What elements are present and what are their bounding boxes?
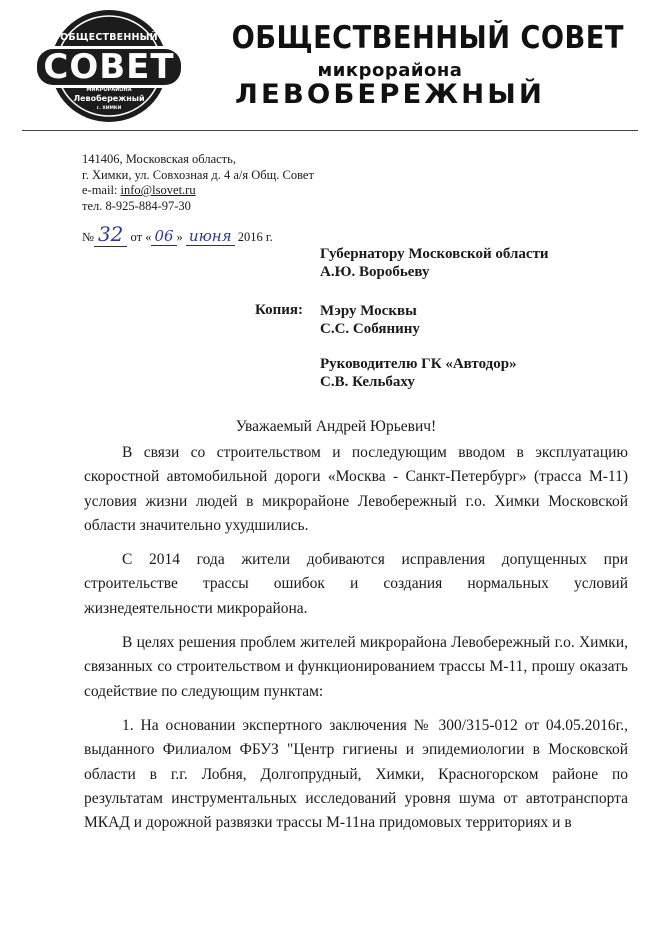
email-label: e-mail: [82, 183, 121, 197]
paragraph: В целях решения проблем жителей микрорайона Левобережный г.о. Химки, связанных со строительством и функционированием трассы М-11, прошу оказать содействие по следующим пунктам: [84, 634, 628, 700]
paragraph: С 2014 года жители добиваются исправления допущенных при строительстве трассы ошибок и создания нормальных условий жизнедеятельности микрорайона. [84, 551, 628, 617]
addressee-copy-2 [320, 355, 517, 391]
addressee-copy-1-name: С.С. Собянину [320, 321, 420, 337]
addressee-copy-2-name: С.В. Кельбаху [320, 374, 415, 390]
addressee-copy-2-title: Руководителю ГК «Автодор» [320, 356, 517, 372]
sender-address-block [82, 152, 314, 214]
handwritten-day: 06 [151, 227, 176, 246]
addressee-primary [320, 245, 549, 281]
header-divider [22, 130, 638, 131]
address-line-2: г. Химки, ул. Совхозная д. 4 а/я Общ. Совет [82, 167, 314, 182]
addressee-primary-name: А.Ю. Воробьеву [320, 264, 430, 280]
address-line-1: 141406, Московская область, [82, 152, 236, 166]
logo-text-main: СОВЕТ [43, 47, 175, 87]
organization-logo [30, 8, 188, 124]
addressee-copy-1-title: Мэру Москвы [320, 303, 417, 319]
letter-greeting: Уважаемый Андрей Юрьевич! [235, 418, 437, 435]
logo-text-sub1: МИКРОРАЙОНА [86, 87, 132, 93]
paragraph: В связи со строительством и последующим вводом в эксплуатацию скоростной автомобильной дороги «Москва - Санкт-Петербург» (трасса М-11) условия жизни людей в микрорайоне Левобережный г.о. Химки Московской области значительно ухудшились. [84, 444, 628, 534]
date-year: 2016 г. [237, 230, 273, 244]
logo-text-top: ОБЩЕСТВЕННЫЙ [60, 32, 158, 43]
number-label: № [82, 230, 94, 244]
letterhead-district-name: ЛЕВОБЕРЕЖНЫЙ [235, 79, 545, 110]
logo-text-sub3: г. ХИМКИ [96, 106, 122, 111]
phone-line: тел. 8-925-884-97-30 [82, 198, 191, 213]
addressee-primary-title: Губернатору Московской области [320, 246, 549, 262]
handwritten-month: июня [186, 227, 235, 246]
date-day-close: » [176, 230, 183, 244]
letterhead-title: ОБЩЕСТВЕННЫЙ СОВЕТ [231, 20, 624, 56]
outgoing-number-line [82, 222, 273, 246]
copy-label: Копия: [255, 302, 304, 318]
handwritten-number: 32 [94, 222, 127, 247]
addressee-copy-1 [320, 302, 420, 338]
letterhead-subtitle: микрорайона [317, 60, 463, 81]
paragraph: 1. На основании экспертного заключения № 300/315-012 от 04.05.2016г., выданного Филиалом ФБУЗ "Центр гигиены и эпидемиологии в Московской области в г.г. Лобня, Долгопрудный, Химки, Красногорском районе по результатам инструментальных исследований уровня шума от автотранспорта МКАД и дорожной развязки трассы М-11на придомовых территориях и в [84, 716, 628, 832]
date-from-label: от « [130, 230, 152, 244]
logo-text-sub2: Левобережный [73, 94, 145, 103]
email-link[interactable]: info@lsovet.ru [120, 183, 196, 197]
email-line [82, 183, 314, 199]
letter-body [84, 441, 628, 835]
